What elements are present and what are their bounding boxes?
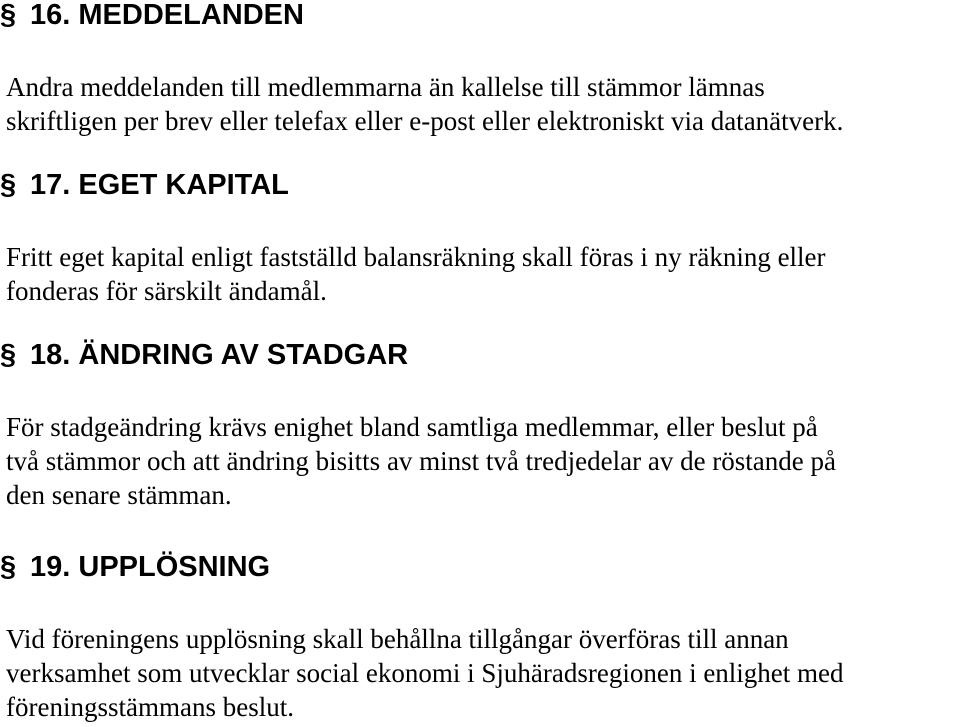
section-symbol: § bbox=[0, 0, 17, 31]
section-paragraph-17 bbox=[6, 240, 826, 308]
paragraph-line: fonderas för särskilt ändamål. bbox=[6, 276, 327, 306]
section-paragraph-16 bbox=[6, 70, 843, 138]
paragraph-line: Andra meddelanden till medlemmarna än kallelse till stämmor lämnas bbox=[6, 72, 765, 102]
paragraph-line: För stadgeändring krävs enighet bland samtliga medlemmar, eller beslut på bbox=[6, 412, 818, 442]
section-heading-17 bbox=[0, 168, 289, 202]
section-title: 18. ÄNDRING AV STADGAR bbox=[30, 339, 409, 371]
section-paragraph-19 bbox=[6, 622, 844, 724]
section-symbol: § bbox=[0, 551, 17, 583]
paragraph-line: skriftligen per brev eller telefax eller e-post eller elektroniskt via datanätverk. bbox=[6, 106, 844, 136]
paragraph-line: den senare stämman. bbox=[6, 480, 232, 510]
paragraph-line: Fritt eget kapital enligt fastställd balansräkning skall föras i ny räkning eller bbox=[6, 242, 826, 272]
section-paragraph-18 bbox=[6, 410, 836, 512]
paragraph-line: Vid föreningens upplösning skall behållna tillgångar överföras till annan bbox=[6, 624, 789, 654]
section-symbol: § bbox=[0, 339, 17, 371]
paragraph-line: föreningsstämmans beslut. bbox=[6, 692, 294, 722]
section-heading-18 bbox=[0, 338, 408, 372]
section-heading-16 bbox=[0, 0, 304, 32]
section-symbol: § bbox=[0, 169, 17, 201]
section-heading-19 bbox=[0, 550, 270, 584]
section-title: 17. EGET KAPITAL bbox=[30, 169, 289, 201]
section-title: 19. UPPLÖSNING bbox=[30, 551, 271, 583]
paragraph-line: verksamhet som utvecklar social ekonomi i Sjuhäradsregionen i enlighet med bbox=[6, 658, 844, 688]
section-title: 16. MEDDELANDEN bbox=[30, 0, 304, 31]
paragraph-line: två stämmor och att ändring bisitts av minst två tredjedelar av de röstande på bbox=[6, 446, 837, 476]
